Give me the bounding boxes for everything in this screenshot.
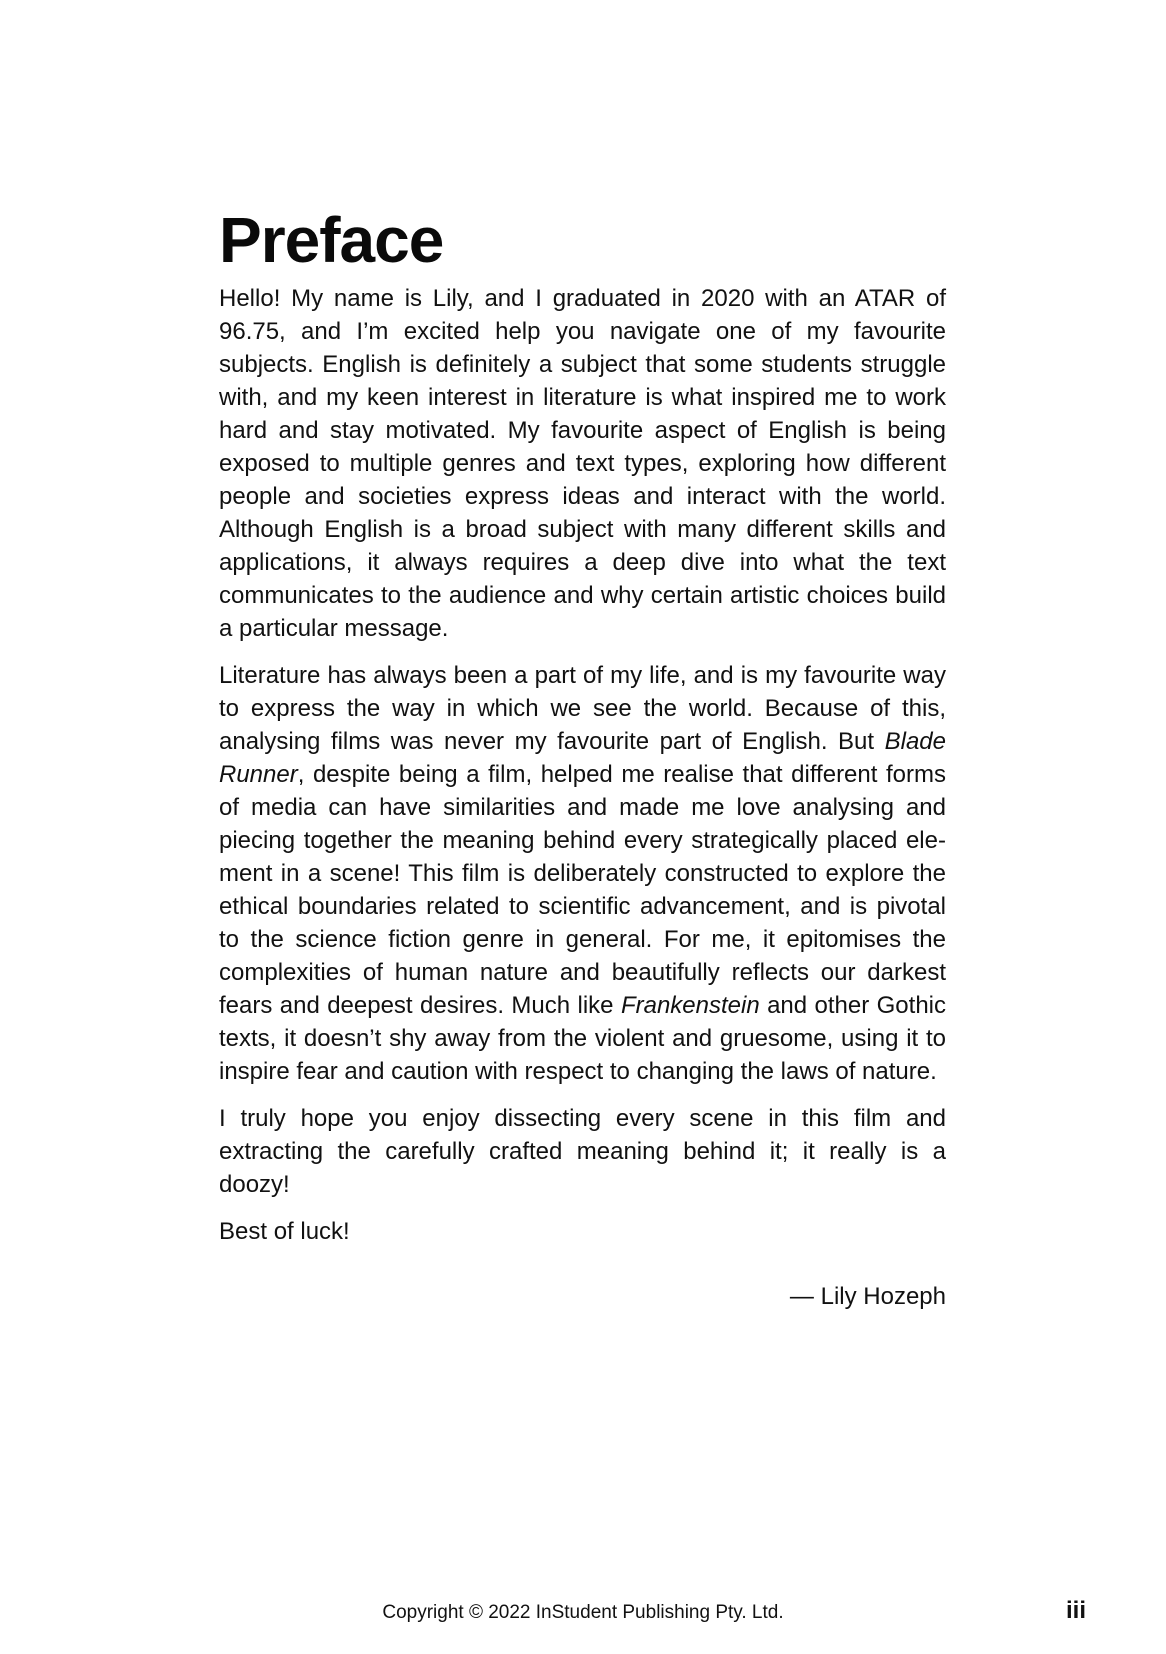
paragraph-hope xyxy=(219,1102,946,1201)
page-title: Preface xyxy=(219,204,444,276)
paragraph-closing xyxy=(219,1215,946,1248)
preface-section xyxy=(219,204,946,1313)
paragraph-intro xyxy=(219,282,946,645)
film-title-blade-runner: Blade Runner xyxy=(219,728,946,789)
page-number: iii xyxy=(1065,1597,1086,1624)
text-run: Hello! My name is Lily, and I graduated in 2020 with an ATAR of 96.75, and I’m excited help you navigate one of my favourite subjects. English is definitely a subject that some students struggle with, and my keen interest in literature is what inspired me to work hard and stay motivated. My favourite aspect of English is being exposed to multiple genres and text types, exploring how different people and societies express ideas and interact with the world. Although English is a broad subject with many different skills and applications, it always requires a deep dive into what the text communicates to the audience and why certain artistic choices build a particular message. xyxy=(219,285,946,643)
text-run: Best of luck! xyxy=(219,1218,350,1246)
footer-copyright: Copyright © 2022 InStudent Publishing Pty. Ltd. xyxy=(382,1602,784,1623)
paragraph-literature xyxy=(219,659,946,1088)
text-run: Literature has always been a part of my life, and is my favourite way to express the way in which we see the world. Because of this, analysing films was never my favourite part of English. But xyxy=(219,662,946,756)
author-signature: — Lily Hozeph xyxy=(789,1283,946,1311)
book-title-frankenstein: Frankenstein xyxy=(620,992,760,1020)
text-run: , despite being a film, helped me realise that different forms of media can have similarities and made me love analysing and piecing together the meaning behind every strategically placed element in a scene! This film is deliberately constructed to explore the ethical boundaries related to scientific advancement, and is pivotal to the science fiction genre in general. For me, it epitomises the complexities of human nature and beautifully reflects our darkest fears and deepest desires. Much like xyxy=(219,761,946,1020)
text-run: I truly hope you enjoy dissecting every scene in this film and extracting the carefully crafted meaning behind it; it really is a doozy! xyxy=(219,1105,946,1199)
text-run: and other Gothic texts, it doesn’t shy away from the violent and gruesome, using it to inspire fear and caution with respect to changing the laws of nature. xyxy=(219,992,946,1086)
